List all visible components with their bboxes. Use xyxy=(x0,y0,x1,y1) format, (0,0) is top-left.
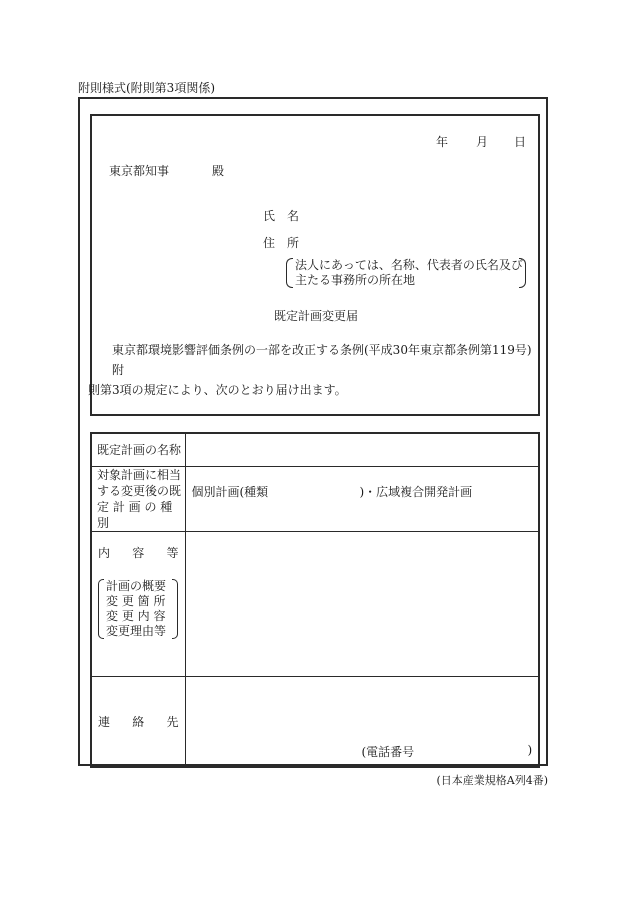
right-bracket xyxy=(519,258,526,288)
contents-label-char: 容 xyxy=(132,545,145,560)
date-line xyxy=(436,133,526,149)
row-label-contact xyxy=(91,676,185,767)
corporate-note-line-2: 主たる事務所の所在地 xyxy=(295,273,416,287)
plan-type-option-individual: 個別計画(種類 xyxy=(191,484,269,499)
row-label-plan-type-line-1: 対象計画に相当 xyxy=(97,467,182,482)
table-row xyxy=(91,531,539,676)
date-year-label: 年 xyxy=(436,135,449,149)
corporate-note-line-1: 法人にあっては、名称、代表者の氏名及び xyxy=(295,258,523,272)
left-bracket xyxy=(286,258,293,288)
sub-item-change-details: 変 更 内 容 xyxy=(106,608,166,623)
phone-number-label: (電話番号 xyxy=(361,744,415,759)
contact-label-char: 絡 xyxy=(132,714,145,729)
addressee-honorific: 殿 xyxy=(212,164,225,178)
contact-label-char: 先 xyxy=(166,714,179,729)
contents-label xyxy=(92,544,185,561)
contents-sub-items xyxy=(98,579,178,639)
body-paragraph xyxy=(88,340,532,400)
phone-number-close: ) xyxy=(527,742,533,757)
addressee-office: 東京都知事 xyxy=(109,164,170,178)
contact-label-char: 連 xyxy=(98,714,111,729)
notification-details-table xyxy=(90,432,540,768)
form-title: 附則様式(附則第3項関係) xyxy=(78,81,215,95)
body-line-1: 東京都環境影響評価条例の一部を改正する条例(平成30年東京都条例第119号)附 xyxy=(112,343,532,377)
document-title: 既定計画変更届 xyxy=(274,309,359,323)
applicant-name-label: 氏 名 xyxy=(263,209,300,223)
sub-item-overview: 計画の概要 xyxy=(106,578,167,593)
plan-type-option-regional: )・広域複合開発計画 xyxy=(359,484,473,499)
date-month-label: 月 xyxy=(476,135,489,149)
date-day-label: 日 xyxy=(514,135,527,149)
sub-item-change-reason: 変更理由等 xyxy=(106,623,167,638)
corporate-note xyxy=(286,258,526,288)
body-line-2: 則第3項の規定により、次のとおり届け出ます。 xyxy=(88,383,347,397)
table-row xyxy=(91,466,539,531)
sub-item-changed-parts: 変 更 箇 所 xyxy=(106,593,166,608)
contents-label-char: 内 xyxy=(98,545,111,560)
plan-name-field[interactable] xyxy=(185,433,539,466)
table-row xyxy=(91,676,539,767)
plan-type-field[interactable] xyxy=(185,466,539,531)
contact-field[interactable] xyxy=(185,676,539,767)
row-label-contents xyxy=(91,531,185,676)
applicant-address-label: 住 所 xyxy=(263,236,300,250)
right-bracket xyxy=(172,579,178,639)
left-bracket xyxy=(98,579,104,639)
row-label-plan-type-line-3: 定 計 画 の 種 別 xyxy=(97,499,173,530)
paper-size-note: (日本産業規格A列4番) xyxy=(436,774,548,787)
table-row xyxy=(91,433,539,466)
row-label-plan-type xyxy=(91,466,185,531)
row-label-plan-type-line-2: する変更後の既 xyxy=(97,483,182,498)
contents-field[interactable] xyxy=(185,531,539,676)
row-label-plan-name: 既定計画の名称 xyxy=(91,433,185,466)
contact-label xyxy=(92,713,185,730)
contents-label-char: 等 xyxy=(166,545,179,560)
